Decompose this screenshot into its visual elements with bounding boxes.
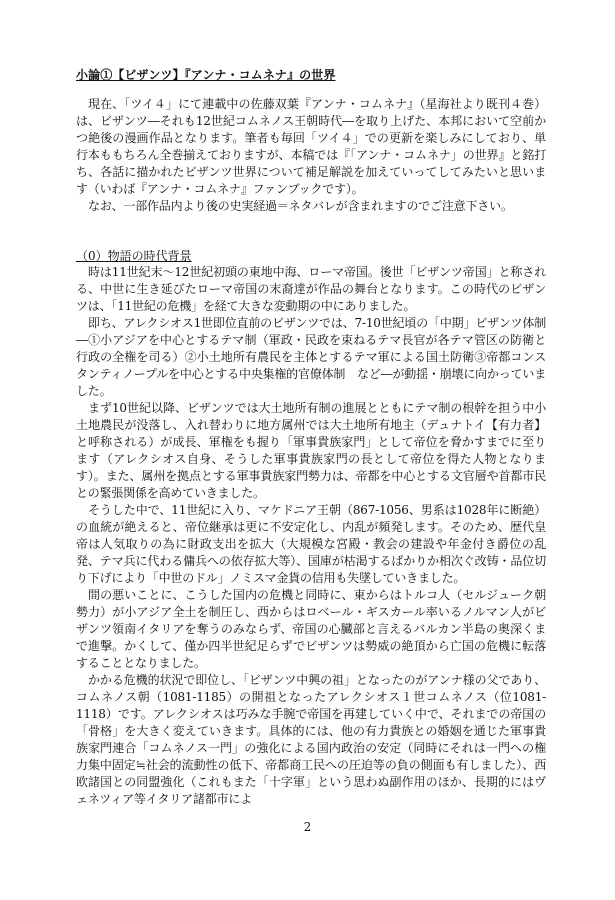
intro-paragraph: 現在、「ツイ４」にて連載中の佐藤双葉『アンナ・コムネナ』（星海社より既刊４巻）は、ビザンツ―それも12世紀コムネノス王朝時代―を取り上げた、本邦において空前かつ絶後の漫画作品となります。筆者も毎回「ツイ４」での更新を楽しみにしており、単行本ももちろん全巻揃えておりますが、本稿では『「アンナ・コムネナ」の世界』と銘打ち、各話に描かれたビザンツ世界について補足解説を加えていってしてみたいと思います（いわば『アンナ・コムネナ』ファンブックです）。 (76, 97, 546, 196)
body-paragraph: 時は11世紀末〜12世紀初頭の東地中海、ローマ帝国。後世「ビザンツ帝国」と称される、中世に生き延びたローマ帝国の末裔達が作品の舞台となります。この時代のビザンツは、「11世紀の危機」を経て大きな変動期の中にありました。 (76, 265, 546, 313)
body-paragraph: かかる危機的状況で即位し、「ビザンツ中興の祖」となったのがアンナ様の父であり、コムネノス朝（1081-1185）の開祖となったアレクシオス１世コムネノス（位1081-1118）です。アレクシオスは巧みな手腕で帝国を再建していく中で、それまでの帝国の「骨格」を大きく変えていきます。具体的には、他の有力貴族との婚姻を通じた軍事貴族家門連合「コムネノス一門」の強化による国内政治の安定（同時にそれは一門への権力集中固定≒社会的流動性の低下、帝都商工民への圧迫等の負の側面も有しました）、西欧諸国との同盟強化（これもまた「十字軍」という思わぬ副作用のほか、長期的にはヴェネツィア等イタリア諸都市によ (76, 673, 546, 806)
body-paragraph: まず10世紀以降、ビザンツでは大土地所有制の進展とともにテマ制の根幹を担う中小土地農民が没落し、入れ替わりに地方属州では大土地所有地主（デュナトイ【有力者】と呼称される）が成長、軍権をも握り「軍事貴族家門」として帝位を脅かすまでに至ります（アレクシオス自身、そうした軍事貴族家門の長として帝位を得た人物となります）。また、属州を拠点とする軍事貴族家門勢力は、帝都を中心とする文官層や首都市民との緊張関係を高めていきました。 (76, 401, 546, 500)
page-number: 2 (303, 820, 312, 834)
article-title: 小論①【ビザンツ】『アンナ・コムネナ』の世界 (76, 68, 336, 82)
body-paragraph: 即ち、アレクシオス1世即位直前のビザンツでは、7-10世紀頃の「中期」ビザンツ体制―①小アジアを中心とするテマ制（軍政・民政を束ねるテマ長官が各テマ管区の防衛と行政の全権を司る）②小土地所有農民を主体とするテマ軍による国土防衛③帝都コンスタンティノープルを中心とする中央集権的官僚体制 など―が動揺・崩壊に向かっていました。 (76, 316, 546, 398)
body-block (76, 264, 546, 808)
body-paragraph: そうした中で、11世紀に入り、マケドニア王朝（867-1056、男系は1028年に断絶）の血統が絶えると、帝位継承は更に不安定化し、内乱が頻発します。そのため、歴代皇帝は人気取りの為に財政支出を拡大（大規模な宮殿・教会の建設や年金付き爵位の乱発、テマ兵に代わる傭兵への依存拡大等）、国庫が枯渇するばかりか相次ぐ改铸・品位切り下げにより「中世のドル」ノミスマ金貨の信用も失墜していきました。 (76, 503, 546, 585)
body-paragraph: 間の悪いことに、こうした国内の危機と同時に、東からはトルコ人（セルジューク朝勢力）が小アジア全土を制圧し、西からはロベール・ギスカール率いるノルマン人がビザンツ領南イタリアを奪うのみならず、帝国の心臓部と言えるバルカン半島の奥深くまで進撃。かくして、僅か四半世紀足らずでビザンツは勢威の絶頂から亡国の危機に転落することとなりました。 (76, 588, 546, 670)
intro-note-paragraph: なお、一部作品内より後の史実経過＝ネタバレが含まれますのでご注意下さい。 (88, 199, 513, 213)
intro-block (76, 96, 546, 215)
section-heading: （0）物語の時代背景 (76, 249, 192, 263)
